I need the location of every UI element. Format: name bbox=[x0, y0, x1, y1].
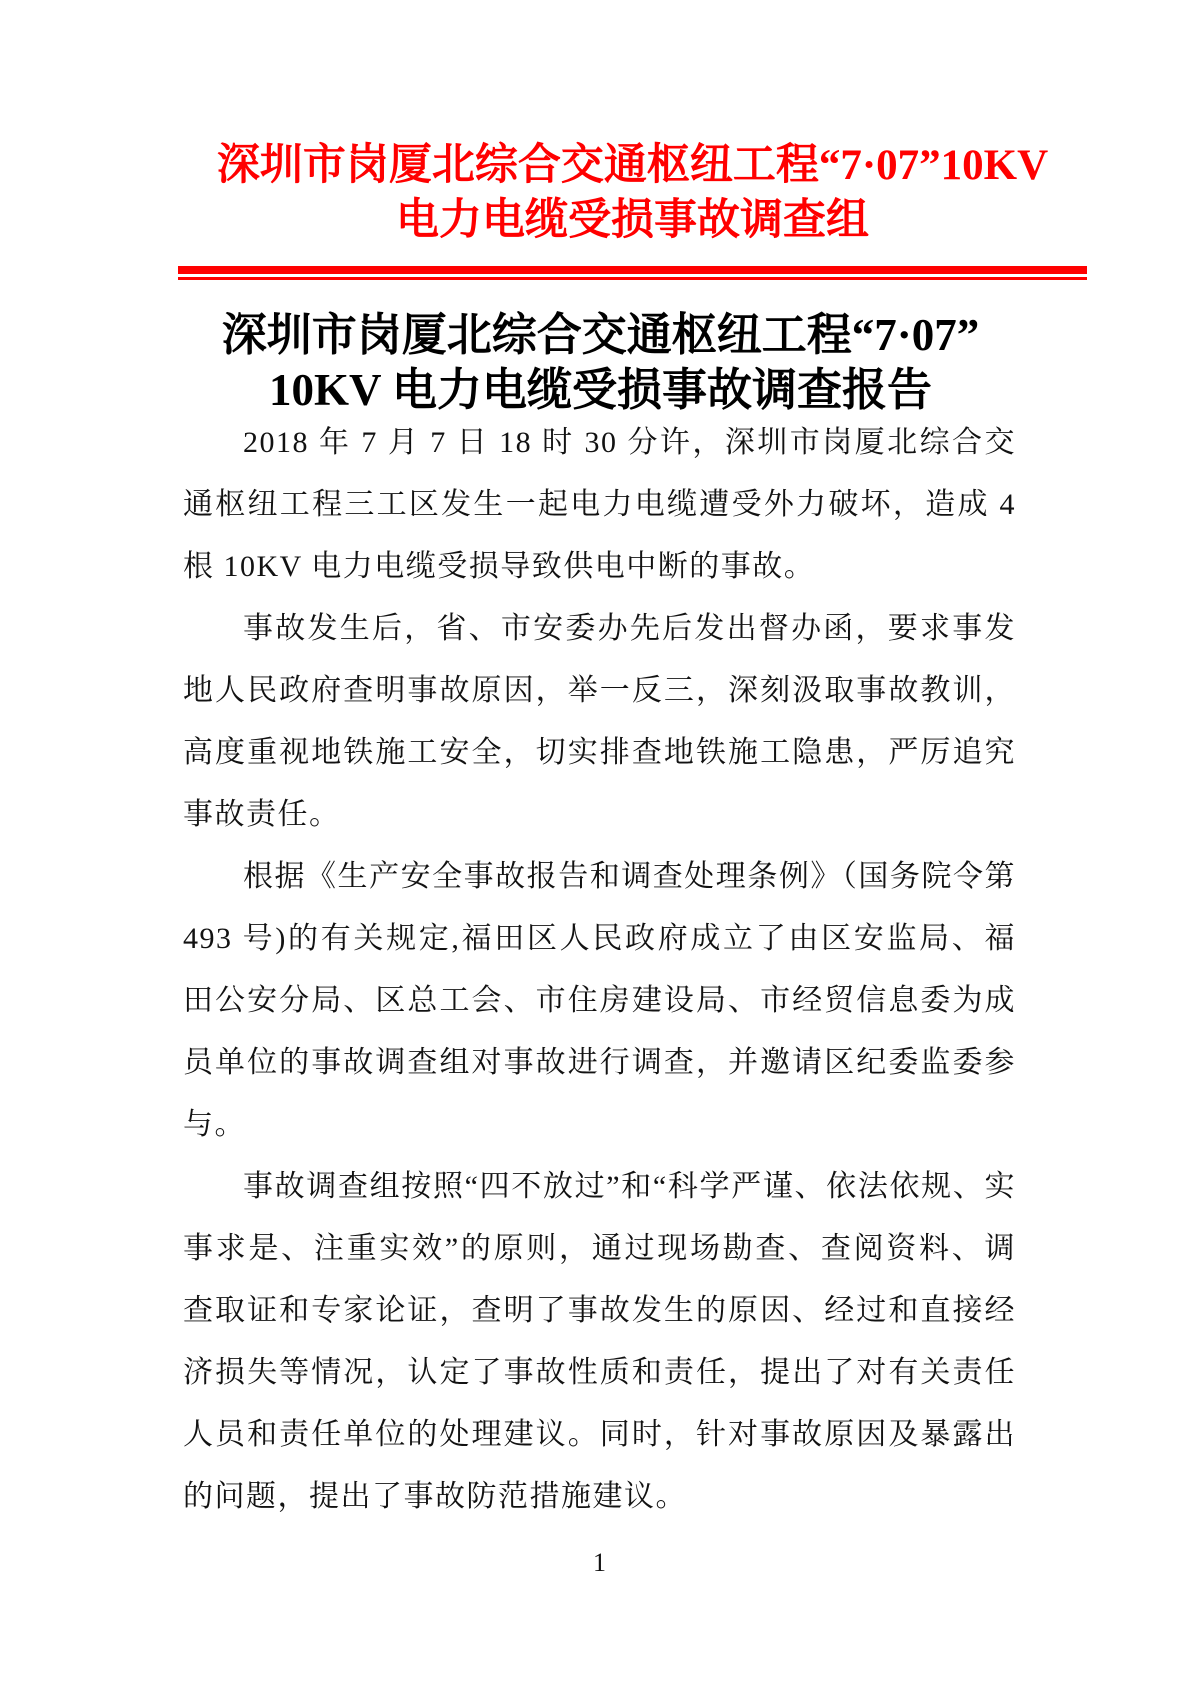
paragraph-investigation-principles: 事故调查组按照“四不放过”和“科学严谨、依法依规、实事求是、注重实效”的原则，通过现场勘查、查阅资料、调查取证和专家论证，查明了事故发生的原因、经过和直接经济损失等情况，认定了事故性质和责任，提出了对有关责任人员和责任单位的处理建议。同时，针对事故原因及暴露出的问题，提出了事故防范措施建议。 bbox=[183, 1170, 1016, 1513]
report-title bbox=[148, 308, 1053, 418]
paragraph-incident-summary: 2018 年 7 月 7 日 18 时 30 分许，深圳市岗厦北综合交通枢纽工程三工区发生一起电力电缆遭受外力破坏，造成 4 根 10KV 电力电缆受损导致供电中断的事故。 bbox=[183, 426, 1016, 583]
letterhead-line-1: 深圳市岗厦北综合交通枢纽工程“7·07”10KV bbox=[216, 142, 1049, 189]
red-rule-thick-line bbox=[178, 266, 1087, 274]
red-rule-thin-line bbox=[178, 277, 1087, 280]
page-number: 1 bbox=[593, 1548, 606, 1577]
report-body bbox=[183, 412, 1016, 1528]
red-divider-rule bbox=[178, 266, 1087, 280]
letterhead-line-2: 电力电缆受损事故调查组 bbox=[396, 197, 869, 244]
paragraph-investigation-team: 根据《生产安全事故报告和调查处理条例》（国务院令第 493 号)的有关规定,福田区人民政府成立了由区安监局、福田公安分局、区总工会、市住房建设局、市经贸信息委为成员单位的事故调查组对事故进行调查，并邀请区纪委监委参与。 bbox=[183, 860, 1016, 1141]
report-title-line-2: 10KV 电力电缆受损事故调查报告 bbox=[269, 365, 932, 415]
paragraph-government-response: 事故发生后，省、市安委办先后发出督办函，要求事发地人民政府查明事故原因，举一反三，深刻汲取事故教训，高度重视地铁施工安全，切实排查地铁施工隐患，严厉追究事故责任。 bbox=[183, 612, 1016, 831]
report-title-line-1: 深圳市岗厦北综合交通枢纽工程“7·07” bbox=[221, 310, 980, 360]
red-letterhead bbox=[178, 138, 1087, 248]
